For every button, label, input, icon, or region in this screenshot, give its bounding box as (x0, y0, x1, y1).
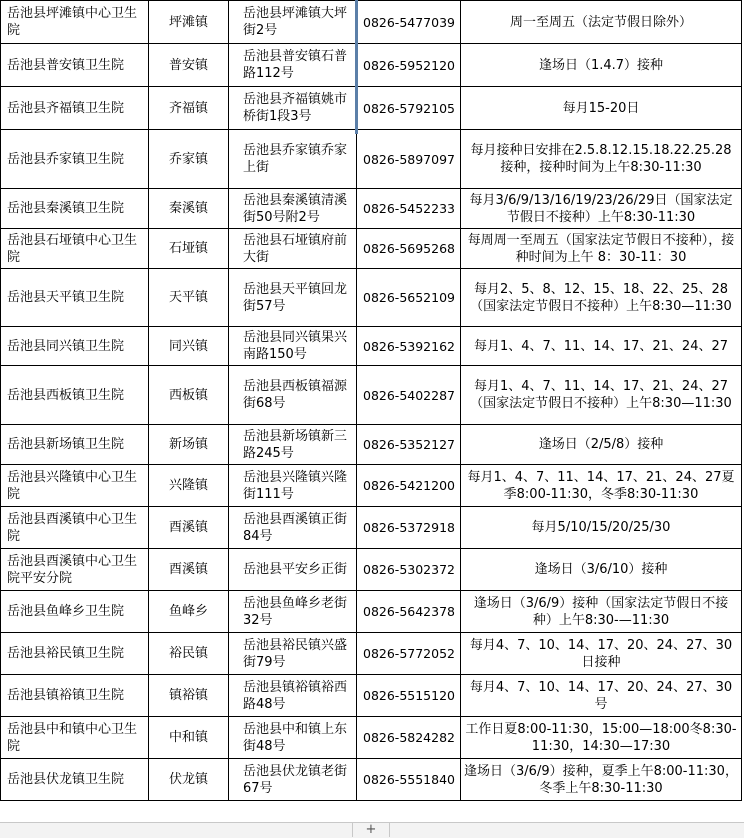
address-cell[interactable]: 岳池县中和镇上东街48号 (229, 717, 357, 759)
schedule-cell[interactable]: 每月15-20日 (461, 87, 742, 130)
town-cell[interactable]: 酉溪镇 (149, 507, 229, 549)
phone-cell[interactable]: 0826-5452233 (357, 189, 461, 229)
town-cell[interactable]: 齐福镇 (149, 87, 229, 130)
address-cell[interactable]: 岳池县石垭镇府前大街 (229, 229, 357, 269)
town-cell[interactable]: 石垭镇 (149, 229, 229, 269)
table-row (1, 130, 742, 189)
table-row (1, 759, 742, 801)
table-row (1, 717, 742, 759)
hospital-name-cell[interactable]: 岳池县西板镇卫生院 (1, 366, 149, 425)
schedule-cell[interactable]: 逢场日（3/6/10）接种 (461, 549, 742, 591)
town-cell[interactable]: 乔家镇 (149, 130, 229, 189)
schedule-cell[interactable]: 每月1、4、7、11、14、17、21、24、27（国家法定节假日不接种）上午8:30—11:30 (461, 366, 742, 425)
hospital-name-cell[interactable]: 岳池县秦溪镇卫生院 (1, 189, 149, 229)
schedule-cell[interactable]: 逢场日（3/6/9）接种（国家法定节假日不接种）上午8:30-—11:30 (461, 591, 742, 633)
address-cell[interactable]: 岳池县平安乡正街 (229, 549, 357, 591)
address-cell[interactable]: 岳池县齐福镇姚市桥街1段3号 (229, 87, 357, 130)
hospital-name-cell[interactable]: 岳池县同兴镇卫生院 (1, 327, 149, 366)
address-cell[interactable]: 岳池县兴隆镇兴隆街111号 (229, 465, 357, 507)
town-cell[interactable]: 兴隆镇 (149, 465, 229, 507)
hospital-name-cell[interactable]: 岳池县普安镇卫生院 (1, 44, 149, 87)
table-row (1, 366, 742, 425)
schedule-cell[interactable]: 每周周一至周五（国家法定节假日不接种），接种时间为上午 8：30-11：30 (461, 229, 742, 269)
table-row (1, 465, 742, 507)
hospital-name-cell[interactable]: 岳池县新场镇卫生院 (1, 425, 149, 465)
hospital-name-cell[interactable]: 岳池县镇裕镇卫生院 (1, 675, 149, 717)
hospital-name-cell[interactable]: 岳池县裕民镇卫生院 (1, 633, 149, 675)
phone-cell[interactable]: 0826-5477039 (357, 1, 461, 44)
town-cell[interactable]: 酉溪镇 (149, 549, 229, 591)
town-cell[interactable]: 裕民镇 (149, 633, 229, 675)
schedule-cell[interactable]: 逢场日（2/5/8）接种 (461, 425, 742, 465)
schedule-cell[interactable]: 每月5/10/15/20/25/30 (461, 507, 742, 549)
schedule-cell[interactable]: 每月4、7、10、14、17、20、24、27、30号 (461, 675, 742, 717)
phone-cell[interactable]: 0826-5824282 (357, 717, 461, 759)
schedule-cell[interactable]: 每月1、4、7、11、14、17、21、24、27 (461, 327, 742, 366)
town-cell[interactable]: 坪滩镇 (149, 1, 229, 44)
table-row (1, 189, 742, 229)
schedule-cell[interactable]: 每月3/6/9/13/16/19/23/26/29日（国家法定节假日不接种）上午8:30-11:30 (461, 189, 742, 229)
town-cell[interactable]: 同兴镇 (149, 327, 229, 366)
phone-cell[interactable]: 0826-5352127 (357, 425, 461, 465)
address-cell[interactable]: 岳池县普安镇石普路112号 (229, 44, 357, 87)
hospital-name-cell[interactable]: 岳池县酉溪镇中心卫生院 (1, 507, 149, 549)
table-row (1, 591, 742, 633)
phone-cell[interactable]: 0826-5772052 (357, 633, 461, 675)
hospital-name-cell[interactable]: 岳池县中和镇中心卫生院 (1, 717, 149, 759)
hospital-name-cell[interactable]: 岳池县伏龙镇卫生院 (1, 759, 149, 801)
town-cell[interactable]: 中和镇 (149, 717, 229, 759)
town-cell[interactable]: 普安镇 (149, 44, 229, 87)
town-cell[interactable]: 秦溪镇 (149, 189, 229, 229)
town-cell[interactable]: 镇裕镇 (149, 675, 229, 717)
table-row (1, 87, 742, 130)
schedule-cell[interactable]: 逢场日（3/6/9）接种，夏季上午8:00-11:30，冬季上午8:30-11:30 (461, 759, 742, 801)
phone-cell[interactable]: 0826-5402287 (357, 366, 461, 425)
schedule-cell[interactable]: 每月4、7、10、14、17、20、24、27、30日接种 (461, 633, 742, 675)
hospital-name-cell[interactable]: 岳池县天平镇卫生院 (1, 269, 149, 327)
address-cell[interactable]: 岳池县西板镇福源街68号 (229, 366, 357, 425)
hospital-name-cell[interactable]: 岳池县鱼峰乡卫生院 (1, 591, 149, 633)
address-cell[interactable]: 岳池县伏龙镇老街67号 (229, 759, 357, 801)
schedule-cell[interactable]: 工作日夏8:00-11:30，15:00—18:00冬8:30-11:30，14:30—17:30 (461, 717, 742, 759)
town-cell[interactable]: 鱼峰乡 (149, 591, 229, 633)
table-row (1, 269, 742, 327)
town-cell[interactable]: 西板镇 (149, 366, 229, 425)
table-row (1, 1, 742, 44)
address-cell[interactable]: 岳池县裕民镇兴盛街79号 (229, 633, 357, 675)
hospital-name-cell[interactable]: 岳池县兴隆镇中心卫生院 (1, 465, 149, 507)
phone-cell[interactable]: 0826-5392162 (357, 327, 461, 366)
schedule-cell[interactable]: 每月接种日安排在2.5.8.12.15.18.22.25.28接种，接种时间为上午8:30-11:30 (461, 130, 742, 189)
address-cell[interactable]: 岳池县新场镇新三路245号 (229, 425, 357, 465)
table-row (1, 675, 742, 717)
phone-cell[interactable]: 0826-5421200 (357, 465, 461, 507)
schedule-cell[interactable]: 逢场日（1.4.7）接种 (461, 44, 742, 87)
table-row (1, 633, 742, 675)
phone-cell[interactable]: 0826-5652109 (357, 269, 461, 327)
table-row (1, 425, 742, 465)
column-resize-indicator[interactable] (355, 0, 358, 134)
hospital-name-cell[interactable]: 岳池县齐福镇卫生院 (1, 87, 149, 130)
hospital-name-cell[interactable]: 岳池县乔家镇卫生院 (1, 130, 149, 189)
address-cell[interactable]: 岳池县坪滩镇大坪街2号 (229, 1, 357, 44)
schedule-cell[interactable]: 每月2、5、8、12、15、18、22、25、28（国家法定节假日不接种）上午8:30—11:30 (461, 269, 742, 327)
town-cell[interactable]: 天平镇 (149, 269, 229, 327)
phone-cell[interactable]: 0826-5515120 (357, 675, 461, 717)
hospital-name-cell[interactable]: 岳池县坪滩镇中心卫生院 (1, 1, 149, 44)
address-cell[interactable]: 岳池县酉溪镇正街84号 (229, 507, 357, 549)
town-cell[interactable]: 伏龙镇 (149, 759, 229, 801)
address-cell[interactable]: 岳池县秦溪镇清溪街50号附2号 (229, 189, 357, 229)
table-body (1, 1, 742, 801)
table-row (1, 507, 742, 549)
phone-cell[interactable]: 0826-5792105 (357, 87, 461, 130)
sheet-tab-bar (0, 822, 744, 838)
table-row (1, 44, 742, 87)
hospital-name-cell[interactable]: 岳池县酉溪镇中心卫生院平安分院 (1, 549, 149, 591)
address-cell[interactable]: 岳池县鱼峰乡老街32号 (229, 591, 357, 633)
town-cell[interactable]: 新场镇 (149, 425, 229, 465)
schedule-cell[interactable]: 每月1、4、7、11、14、17、21、24、27夏季8:00-11:30，冬季8:30-11:30 (461, 465, 742, 507)
table-row (1, 549, 742, 591)
phone-cell[interactable]: 0826-5302372 (357, 549, 461, 591)
table-row (1, 327, 742, 366)
address-cell[interactable]: 岳池县天平镇回龙街57号 (229, 269, 357, 327)
address-cell[interactable]: 岳池县乔家镇乔家上街 (229, 130, 357, 189)
phone-cell[interactable]: 0826-5897097 (357, 130, 461, 189)
add-sheet-button[interactable]: + (352, 823, 390, 837)
phone-cell[interactable]: 0826-5695268 (357, 229, 461, 269)
address-cell[interactable]: 岳池县同兴镇果兴南路150号 (229, 327, 357, 366)
phone-cell[interactable]: 0826-5551840 (357, 759, 461, 801)
phone-cell[interactable]: 0826-5952120 (357, 44, 461, 87)
schedule-cell[interactable]: 周一至周五（法定节假日除外） (461, 1, 742, 44)
phone-cell[interactable]: 0826-5372918 (357, 507, 461, 549)
table-row (1, 229, 742, 269)
phone-cell[interactable]: 0826-5642378 (357, 591, 461, 633)
address-cell[interactable]: 岳池县镇裕镇裕西路48号 (229, 675, 357, 717)
hospital-name-cell[interactable]: 岳池县石垭镇中心卫生院 (1, 229, 149, 269)
